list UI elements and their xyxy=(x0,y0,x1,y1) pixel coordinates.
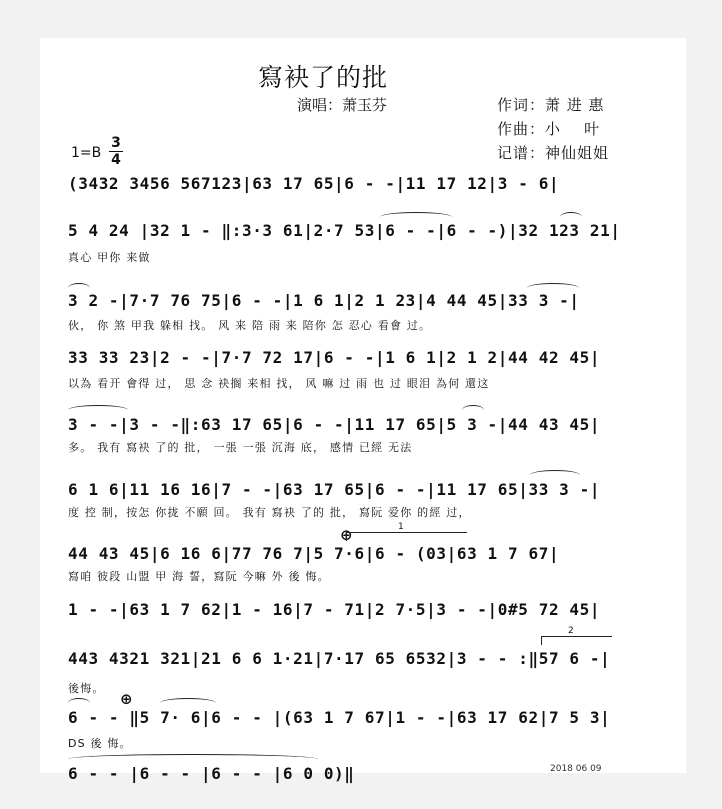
volta-number-2: 2 xyxy=(568,626,574,636)
music-row-7: 44 43 45|6 16 6|77 76 7|5 7·6|6 - (03|63 1 7 67| xyxy=(68,544,560,563)
tie-slur xyxy=(462,405,484,415)
music-row-3: 3 2 -|7·7 76 75|6 - -|1 6 1|2 1 23|4 44 45|33 3 -| xyxy=(68,291,580,310)
music-row-2: 5 4 24 |32 1 - ‖:3·3 61|2·7 53|6 - -|6 - -)|32 123 21| xyxy=(68,221,621,240)
tie-slur xyxy=(68,698,90,708)
singer-credit: 演唱：萧玉芬 xyxy=(297,96,388,114)
music-row-9: 443 4321 321|21 6 6 1·21|7·17 65 6532|3 - - :‖57 6 -| xyxy=(68,649,611,668)
tie-slur xyxy=(530,470,580,480)
volta-number-1: 1 xyxy=(398,522,404,532)
lyric-row-4: 以為 看开 會得 过， 思 念 袂搁 来相 找， 风 嘛 过 雨 也 过 眼泪 為何 還这 xyxy=(68,377,490,390)
key-signature: 1=B xyxy=(71,145,102,161)
time-signature xyxy=(109,136,123,167)
lyricist-credit: 作词：萧 进 惠 xyxy=(497,96,605,114)
lyric-row-10: DS 後 悔。 xyxy=(68,737,132,750)
tie-slur xyxy=(160,698,216,708)
volta-bracket-2 xyxy=(541,636,612,645)
lyric-row-5: 多。 我有 寫袂 了的 批， 一張 一張 沉海 底， 感情 已經 无法 xyxy=(68,441,413,454)
tie-slur xyxy=(68,405,128,415)
lyric-row-2: 真心 甲你 来做 xyxy=(68,251,151,264)
music-row-11: 6 - - |6 - - |6 - - |6 0 0)‖ xyxy=(68,764,355,783)
music-row-5: 3 - -|3 - -‖:63 17 65|6 - -|11 17 65|5 3 -|44 43 45| xyxy=(68,415,601,434)
song-title: 寫袂了的批 xyxy=(258,63,389,92)
coda-sign-icon: ⊕ xyxy=(340,526,353,544)
lyric-row-6: 度 控 制，按怎 你拢 不願 回。 我有 寫袂 了的 批， 寫阮 爱你 的經 过， xyxy=(68,506,471,519)
composer-credit: 作曲：小 叶 xyxy=(497,120,601,138)
tie-slur xyxy=(68,283,90,293)
tie-slur xyxy=(527,283,579,293)
transcriber-credit: 记谱：神仙姐姐 xyxy=(497,144,610,162)
lyric-row-9: 後悔。 xyxy=(68,682,105,695)
music-row-10: 6 - - ‖5 7· 6|6 - - |(63 1 7 67|1 - -|63 17 62|7 5 3| xyxy=(68,708,611,727)
lyric-row-3: 伙， 你 煞 甲我 躲相 找。 风 来 陪 雨 来 陪你 怎 忍心 看會 过。 xyxy=(68,319,432,332)
music-row-6: 6 1 6|11 16 16|7 - -|63 17 65|6 - -|11 17 65|33 3 -| xyxy=(68,480,601,499)
tie-slur xyxy=(380,212,452,222)
time-bottom: 4 xyxy=(111,152,121,168)
coda-sign-icon: ⊕ xyxy=(120,690,133,708)
music-row-4: 33 33 23|2 - -|7·7 72 17|6 - -|1 6 1|2 1 2|44 42 45| xyxy=(68,348,601,367)
footer-mark: 2018 06 09 xyxy=(550,764,602,774)
tie-slur xyxy=(560,212,582,222)
lyric-row-7: 寫咱 彼段 山盟 甲 海 誓，寫阮 今嘛 外 後 悔。 xyxy=(68,570,330,583)
tie-slur xyxy=(68,754,318,764)
volta-bracket-1 xyxy=(346,532,467,541)
time-top: 3 xyxy=(111,135,121,151)
music-row-8: 1 - -|63 1 7 62|1 - 16|7 - 71|2 7·5|3 - -|0#5 72 45| xyxy=(68,600,601,619)
music-row-1: (3432 3456 567123|63 17 65|6 - -|11 17 12|3 - 6| xyxy=(68,174,560,193)
